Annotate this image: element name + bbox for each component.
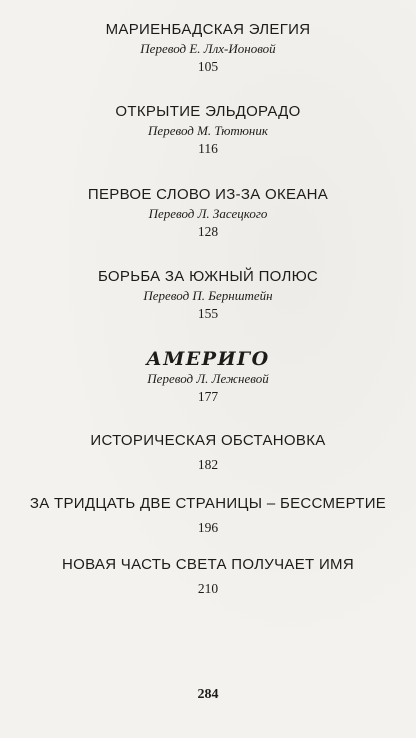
toc-entry bbox=[0, 20, 416, 76]
toc-entry bbox=[0, 555, 416, 598]
toc-entry-translator: Перевод П. Бернштейн bbox=[143, 288, 273, 303]
toc-entry-page: 116 bbox=[198, 141, 218, 156]
toc-entry-page: 182 bbox=[197, 457, 219, 472]
toc-entry-translator: Перевод Л. Засецкого bbox=[148, 206, 268, 221]
toc-entry-title: МАРИЕНБАДСКАЯ ЭЛЕГИЯ bbox=[105, 21, 311, 38]
toc-entry-title: ИСТОРИЧЕСКАЯ ОБСТАНОВКА bbox=[90, 432, 326, 449]
toc-entry-title: ОТКРЫТИЕ ЭЛЬДОРАДО bbox=[115, 103, 301, 120]
toc-entry-page: 196 bbox=[197, 520, 219, 535]
toc-entry-title: БОРЬБА ЗА ЮЖНЫЙ ПОЛЮС bbox=[97, 268, 319, 285]
toc-entry-page: 128 bbox=[197, 224, 219, 239]
toc-entry-page: 155 bbox=[197, 306, 219, 321]
toc-entry bbox=[0, 431, 416, 474]
toc-entry-page: 210 bbox=[197, 581, 219, 596]
toc-entry bbox=[0, 267, 416, 323]
toc-entry-page: 177 bbox=[197, 389, 219, 404]
toc-entry-title: ПЕРВОЕ СЛОВО ИЗ-ЗА ОКЕАНА bbox=[87, 186, 329, 203]
toc-entry bbox=[0, 494, 416, 537]
toc-entry-translator: Перевод Е. Ллх-Ионовой bbox=[140, 41, 276, 56]
toc-entry-title: НОВАЯ ЧАСТЬ СВЕТА ПОЛУЧАЕТ ИМЯ bbox=[62, 556, 354, 573]
toc-entry-translator: Перевод Л. Лежневой bbox=[147, 371, 269, 386]
toc-entry bbox=[0, 185, 416, 241]
toc-entry-title: ЗА ТРИДЦАТЬ ДВЕ СТРАНИЦЫ – БЕССМЕРТИЕ bbox=[29, 495, 387, 512]
toc-entry-translator: Перевод М. Тютюник bbox=[148, 123, 268, 138]
toc-entry-page: 105 bbox=[197, 59, 219, 74]
toc-entry bbox=[0, 102, 416, 158]
toc-entry bbox=[0, 348, 416, 406]
toc-entry-title-decorative: АМЕРИГО bbox=[146, 348, 270, 370]
page-number: 284 bbox=[197, 687, 219, 702]
